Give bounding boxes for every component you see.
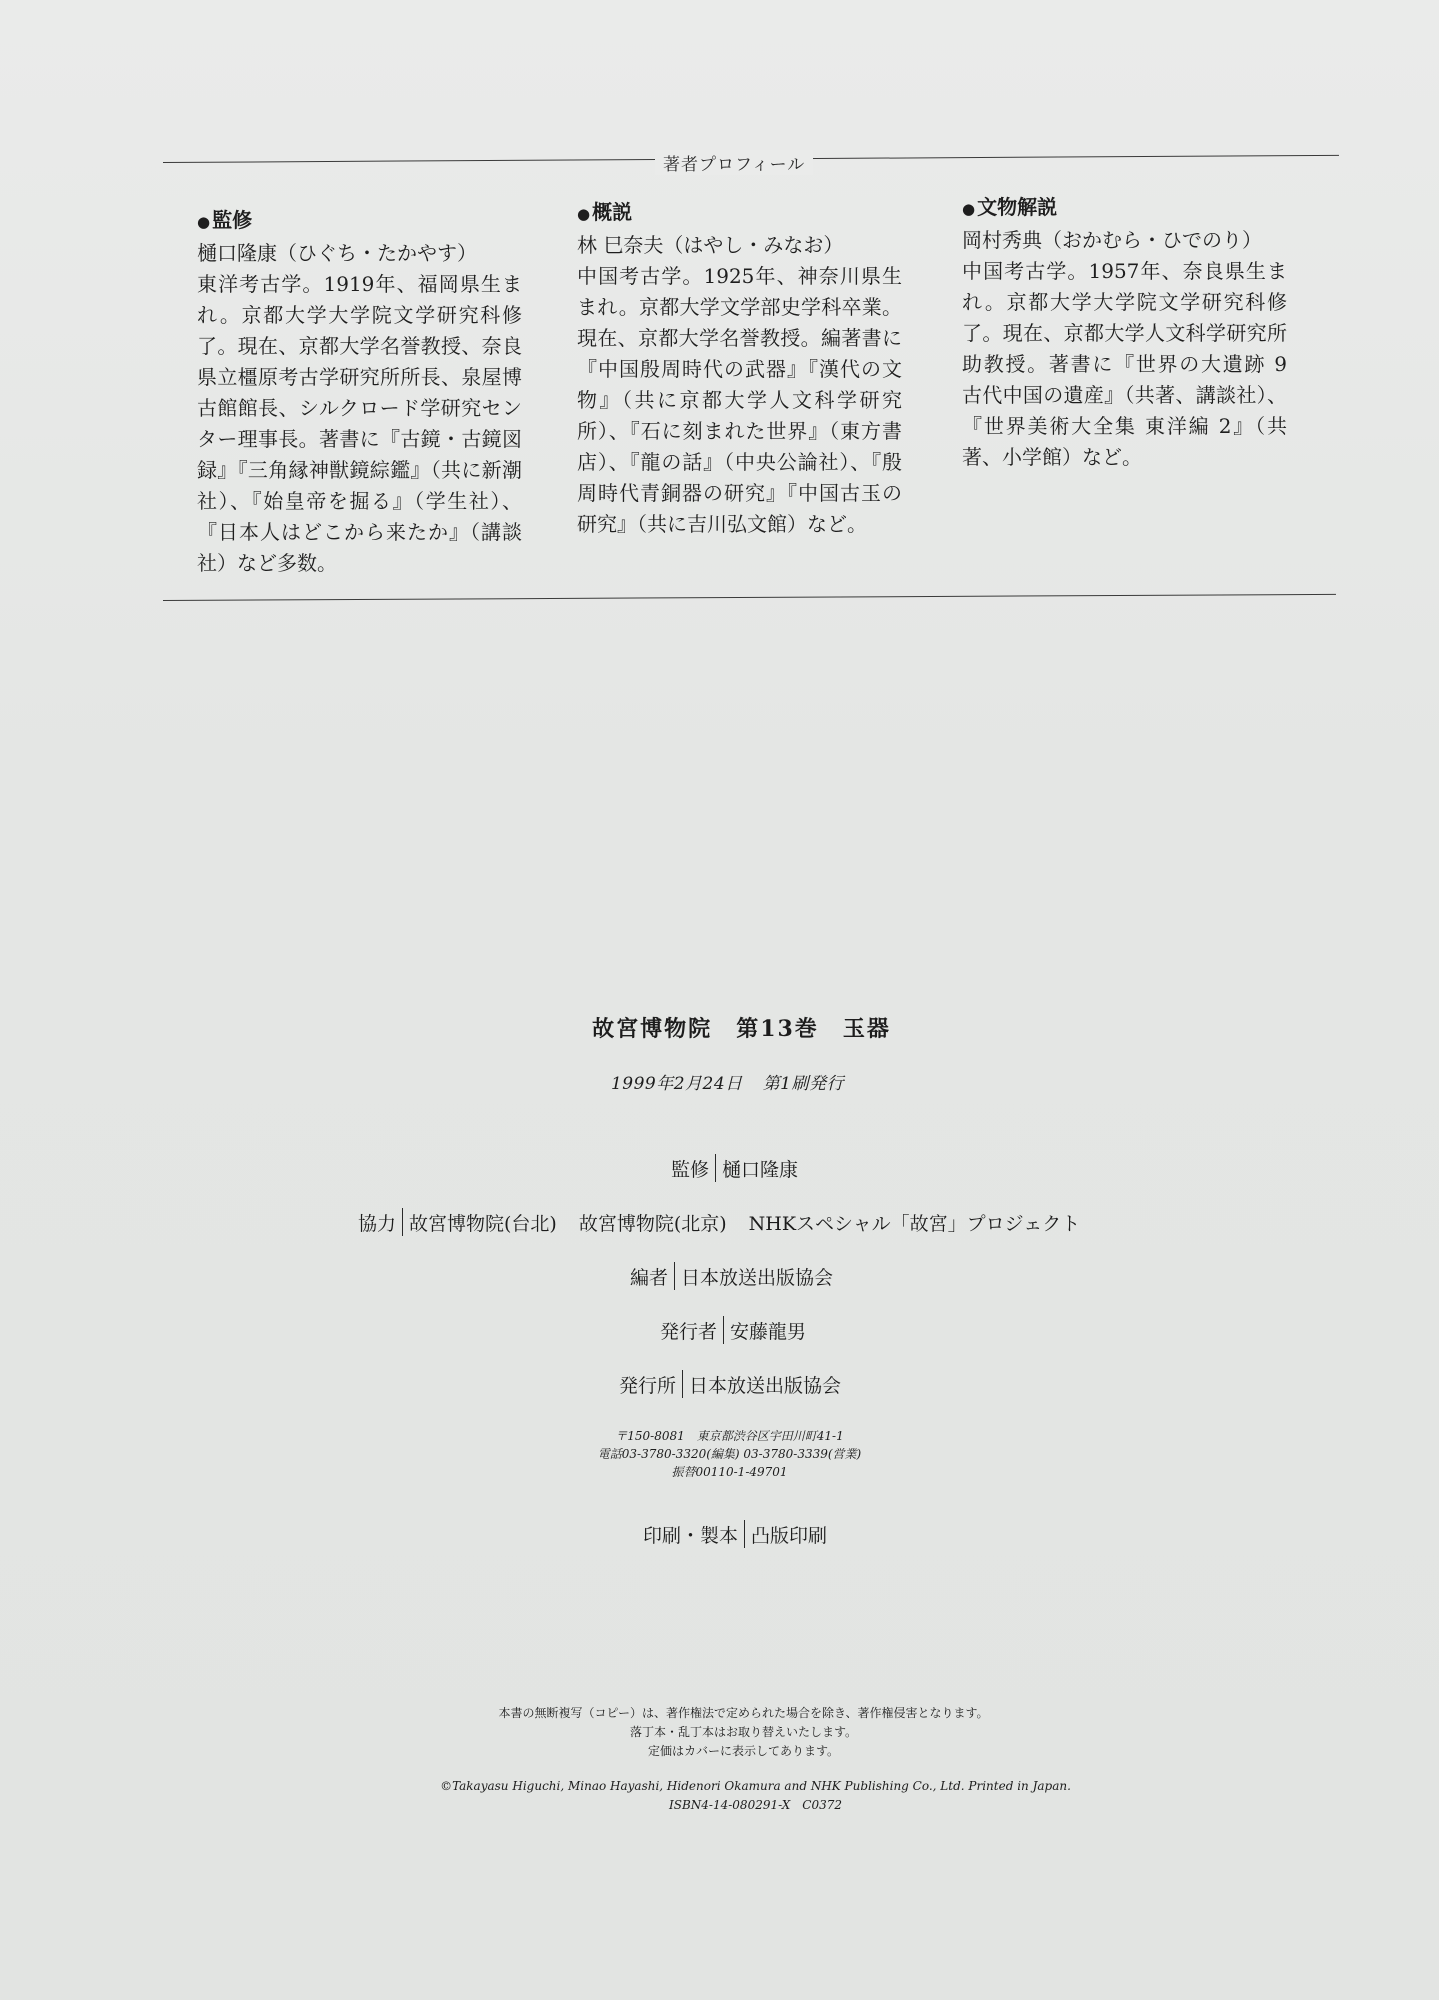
volume-subject: 玉器 bbox=[842, 1016, 891, 1042]
profile-bottom-rule bbox=[163, 594, 1336, 601]
copyright-line: ©Takayasu Higuchi, Minao Hayashi, Hidenori Okamura and NHK Publishing Co., Ltd. Printed in Japan. bbox=[440, 1779, 1071, 1793]
phone-numbers: 電話03-3780-3320(編集) 03-3780-3339(営業) bbox=[597, 1447, 862, 1461]
profile-name: 岡村秀典（おかむら・ひでのり） bbox=[962, 228, 1262, 252]
edition-text: 第1刷発行 bbox=[762, 1074, 845, 1094]
credit-value bbox=[409, 1209, 1080, 1236]
profile-role: ● 監修 bbox=[197, 208, 253, 232]
credit-label: 印刷・製本 bbox=[643, 1524, 739, 1547]
isbn-line: ISBN4-14-080291-X C0372 bbox=[669, 1798, 842, 1812]
cooperator-nhk: NHKスペシャル「故宮」プロジェクト bbox=[748, 1212, 1081, 1235]
bullet-icon: ● bbox=[962, 200, 976, 218]
copy-notice: 本書の無断複写（コピー）は、著作権法で定められた場合を除き、著作権侵害となります。 bbox=[498, 1706, 989, 1720]
postal-address: 〒150-8081 東京都渋谷区宇田川町41-1 bbox=[615, 1429, 844, 1443]
credit-value: 日本放送出版協会 bbox=[689, 1374, 842, 1397]
credit-label: 発行所 bbox=[619, 1374, 677, 1397]
credit-publishing-house bbox=[619, 1370, 841, 1398]
profile-role: ● 概説 bbox=[577, 200, 633, 224]
volume-number: 第13巻 bbox=[736, 1016, 819, 1042]
publisher-address bbox=[0, 1427, 1439, 1481]
credit-printer bbox=[643, 1520, 827, 1548]
profile-name: 林 巳奈夫（はやし・みなお） bbox=[577, 233, 844, 257]
cooperator-beijing: 故宮博物院(北京) bbox=[578, 1212, 727, 1235]
credit-divider bbox=[744, 1520, 745, 1548]
copyright-block bbox=[0, 1777, 1439, 1815]
publication-date bbox=[0, 1069, 1439, 1094]
profile-column-overview bbox=[577, 197, 902, 540]
replacement-notice: 落丁本・乱丁本はお取り替えいたします。 bbox=[629, 1725, 858, 1739]
bullet-icon: ● bbox=[577, 205, 591, 223]
credit-label: 発行者 bbox=[660, 1320, 718, 1343]
profile-column-artifact-commentary bbox=[962, 192, 1287, 473]
series-name: 故宮博物院 bbox=[592, 1016, 713, 1042]
credit-label: 編者 bbox=[630, 1266, 669, 1289]
credit-supervisor bbox=[671, 1154, 798, 1182]
profile-bio: 中国考古学。1925年、神奈川県生まれ。京都大学文学部史学科卒業。現在、京都大学名誉教授。編著書に『中国殷周時代の武器』『漢代の文物』（共に京都大学人文科学研究所）、『石に刻まれた世界』（東方書店）、『龍の話』（中央公論社）、『殷周時代青銅器の研究』『中国古玉の研究』（共に吉川弘文館）など。 bbox=[577, 264, 902, 536]
credit-cooperation bbox=[358, 1208, 1080, 1236]
credit-value: 日本放送出版協会 bbox=[681, 1266, 834, 1289]
profile-column-supervisor bbox=[197, 205, 522, 579]
legal-notice bbox=[0, 1704, 1439, 1761]
profile-heading: 著者プロフィール bbox=[655, 150, 813, 175]
credit-label: 監修 bbox=[671, 1158, 710, 1181]
credit-label: 協力 bbox=[358, 1212, 397, 1235]
transfer-account: 振替00110-1-49701 bbox=[671, 1465, 788, 1479]
credit-value: 安藤龍男 bbox=[730, 1320, 807, 1343]
credit-value: 凸版印刷 bbox=[751, 1524, 828, 1547]
book-title bbox=[0, 1012, 1439, 1043]
credit-divider bbox=[402, 1208, 403, 1236]
credit-divider bbox=[723, 1316, 724, 1344]
profile-name: 樋口隆康（ひぐち・たかやす） bbox=[197, 241, 477, 265]
credit-value: 樋口隆康 bbox=[722, 1158, 799, 1181]
credit-editor bbox=[630, 1262, 833, 1290]
credit-publisher bbox=[660, 1316, 806, 1344]
cooperator-taipei: 故宮博物院(台北) bbox=[409, 1212, 557, 1235]
profile-bio: 東洋考古学。1919年、福岡県生まれ。京都大学大学院文学研究科修了。現在、京都大学名誉教授、奈良県立橿原考古学研究所所長、泉屋博古館館長、シルクロード学研究センター理事長。著書に『古鏡・古鏡図録』『三角縁神獣鏡綜鑑』（共に新潮社）、『始皇帝を掘る』（学生社）、『日本人はどこから来たか』（講談社）など多数。 bbox=[197, 272, 522, 575]
bullet-icon: ● bbox=[197, 213, 211, 231]
price-notice: 定価はカバーに表示してあります。 bbox=[647, 1744, 840, 1758]
profile-role: ● 文物解説 bbox=[962, 195, 1058, 219]
profile-bio: 中国考古学。1957年、奈良県生まれ。京都大学大学院文学研究科修了。現在、京都大学人文科学研究所助教授。著書に『世界の大遺跡 9 古代中国の遺産』（共著、講談社）、『世界美術大全集 東洋編 2』（共著、小学館）など。 bbox=[962, 259, 1287, 469]
credit-divider bbox=[715, 1154, 716, 1182]
date-text: 1999年2月24日 bbox=[610, 1074, 743, 1094]
credit-divider bbox=[682, 1370, 683, 1398]
credit-divider bbox=[674, 1262, 675, 1290]
